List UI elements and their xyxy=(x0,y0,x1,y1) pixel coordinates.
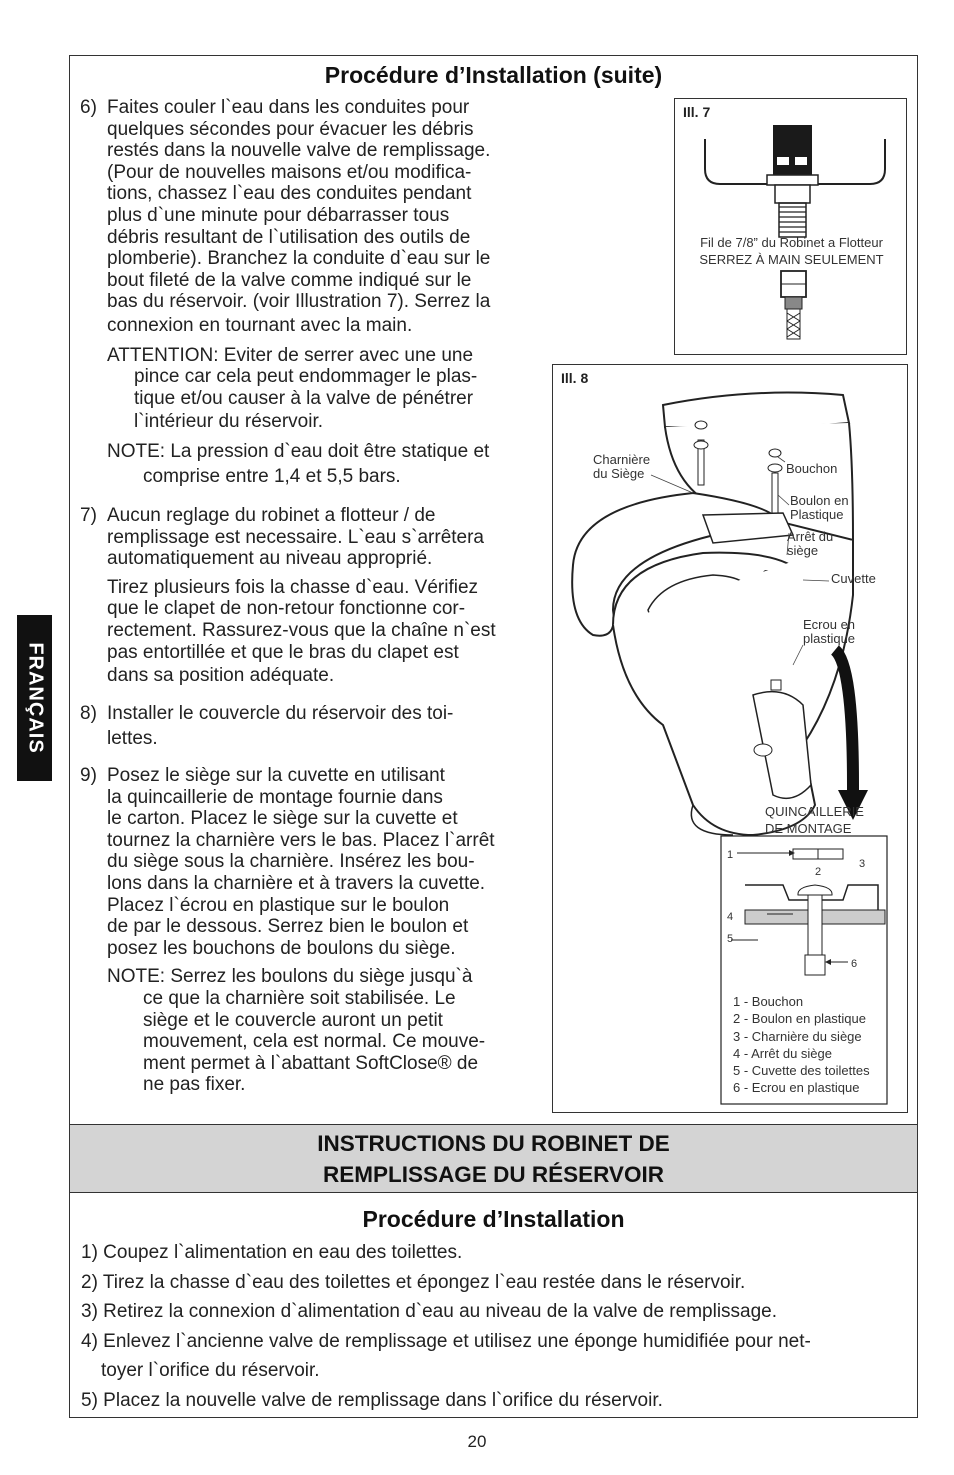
text-line: Placez l`écrou en plastique sur le boulon xyxy=(107,894,450,916)
step-7-para2 xyxy=(107,577,557,687)
callout-line: du Siège xyxy=(593,466,645,481)
text-line: Installer le couvercle du réservoir des toi- xyxy=(107,703,454,724)
callout-line: Arrêt du xyxy=(787,529,834,544)
callout-charniere xyxy=(593,453,650,481)
callout-cuvette: Cuvette xyxy=(831,571,876,586)
step-number: 8) xyxy=(80,703,97,724)
install-step: 4) Enlevez l`ancienne valve de remplissage et utilisez une éponge humidifiée pour net- xyxy=(81,1330,811,1352)
install-step: 5) Placez la nouvelle valve de remplissage dans l`orifice du réservoir. xyxy=(81,1389,663,1411)
text-line: Faites couler l`eau dans les conduites pour xyxy=(107,97,470,118)
text-line: Aucun reglage du robinet a flotteur / de xyxy=(107,505,436,526)
text-line: plomberie). Branchez la conduite d`eau sur le xyxy=(107,248,491,270)
text-line: dans sa position adéquate. xyxy=(107,665,335,687)
text-line: Tirez plusieurs fois la chasse d`eau. Vérifiez xyxy=(107,576,479,598)
language-tab-label: FRANÇAIS xyxy=(24,642,46,754)
text-line: comprise entre 1,4 et 5,5 bars. xyxy=(143,465,401,487)
legend-item: 5 - Cuvette des toilettes xyxy=(733,1063,870,1079)
text-line: tournez la charnière vers le bas. Placez l`arrêt xyxy=(107,829,495,851)
page-number: 20 xyxy=(467,1432,487,1451)
banner-line: REMPLISSAGE DU RÉSERVOIR xyxy=(323,1162,664,1187)
callout-ecrou xyxy=(803,618,855,646)
text-line: ce que la charnière soit stabilisée. Le xyxy=(143,987,456,1009)
hardware-title xyxy=(765,803,864,837)
step-7-text xyxy=(107,505,557,687)
text-line: quelques sécondes pour évacuer les débris xyxy=(107,118,474,140)
illustration-8 xyxy=(552,364,908,1113)
text-line: restés dans la nouvelle valve de remplissage. xyxy=(107,140,491,162)
text-line: que le clapet de non-retour fonctionne cor- xyxy=(107,598,466,620)
text-line: automatiquement au niveau approprié. xyxy=(107,548,433,570)
installation-steps xyxy=(81,1238,911,1415)
section-title-installation: Procédure d’Installation xyxy=(362,1206,625,1232)
text-line: pince car cela peut endommager le plas- xyxy=(134,366,478,388)
hardware-title-line: DE MONTAGE xyxy=(765,821,852,836)
text-line: Posez le siège sur la cuvette en utilisant xyxy=(107,765,445,786)
callout-line: Boulon en xyxy=(790,493,849,508)
text-line: connexion en tournant avec la main. xyxy=(107,314,413,336)
install-step: 1) Coupez l`alimentation en eau des toilettes. xyxy=(81,1242,463,1263)
text-line: tique et/ou causer à la valve de pénétrer xyxy=(134,387,474,409)
text-line: NOTE: La pression d`eau doit être statique et xyxy=(107,440,490,462)
step-number: 6) xyxy=(80,97,97,118)
text-line: siège et le couvercle auront un petit xyxy=(143,1009,443,1031)
callout-bouchon: Bouchon xyxy=(786,461,838,476)
content-frame xyxy=(69,55,918,1418)
hardware-number-4: 4 xyxy=(727,911,734,923)
callout-line: Charnière xyxy=(593,452,651,467)
callout-line: plastique xyxy=(803,631,856,646)
text-line: plus d`une minute pour débarrasser tous xyxy=(107,204,450,226)
callout-boulon xyxy=(790,494,849,522)
text-line: ne pas fixer. xyxy=(143,1074,246,1096)
text-line: du siège sous la charnière. Insérez les bou- xyxy=(107,851,475,873)
hardware-number-5: 5 xyxy=(727,933,734,945)
step-9-text xyxy=(107,765,557,1096)
hardware-legend xyxy=(733,993,870,1097)
text-line: lons dans la charnière et à travers la cuvette. xyxy=(107,872,486,894)
text-line: tions, chassez l`eau des conduites pendant xyxy=(107,183,472,205)
hardware-number-6: 6 xyxy=(851,958,858,970)
pressure-note xyxy=(107,441,557,487)
text-line: le carton. Placez le siège sur la cuvette et xyxy=(107,808,458,830)
illustration-7 xyxy=(674,98,907,355)
install-step: toyer l`orifice du réservoir. xyxy=(101,1360,320,1381)
text-line: NOTE: Serrez les boulons du siège jusqu`à xyxy=(107,966,473,988)
text-line: bas du réservoir. (voir Illustration 7). Serrez la xyxy=(107,291,491,313)
hardware-number-2: 2 xyxy=(815,866,822,878)
illustration-7-caption-2: SERREZ À MAIN SEULEMENT xyxy=(699,252,884,267)
hardware-title-line: QUINCAILLERIE xyxy=(765,804,864,819)
illustration-7-label: Ill. 7 xyxy=(683,104,711,120)
text-line: bout fileté de la valve comme indiqué sur le xyxy=(107,269,472,291)
text-line: lettes. xyxy=(107,727,158,749)
legend-item: 3 - Charnière du siège xyxy=(733,1028,862,1044)
step-6-text xyxy=(107,97,557,487)
hardware-number-1: 1 xyxy=(727,849,734,861)
language-tab xyxy=(17,615,52,781)
text-line: (Pour de nouvelles maisons et/ou modifica- xyxy=(107,161,472,183)
callout-arret xyxy=(787,530,833,558)
install-step: 3) Retirez la connexion d`alimentation d`eau au niveau de la valve de remplissage. xyxy=(81,1301,778,1322)
seat-note xyxy=(107,966,557,1096)
callout-line: Ecrou en xyxy=(803,617,856,632)
fill-valve-connection-drawing xyxy=(675,99,908,356)
text-line: la quincaillerie de montage fournie dans xyxy=(107,786,443,808)
banner-line: INSTRUCTIONS DU ROBINET DE xyxy=(317,1131,670,1156)
text-line: l`intérieur du réservoir. xyxy=(134,411,324,433)
text-line: de par le dessous. Serrez bien le boulon et xyxy=(107,916,469,938)
illustration-7-caption-1: Fil de 7/8” du Robinet a Flotteur xyxy=(700,235,883,250)
section-title-suite: Procédure d’Installation (suite) xyxy=(324,62,663,88)
step-number: 9) xyxy=(80,765,97,786)
step-number: 7) xyxy=(80,505,97,526)
text-line: débris resultant de l`utilisation des outils de xyxy=(107,226,471,248)
text-line: ATTENTION: Eviter de serrer avec une une xyxy=(107,344,474,366)
install-step: 2) Tirez la chasse d`eau des toilettes et épongez l`eau restée dans le réservoir. xyxy=(81,1271,746,1293)
text-line: mouvement, cela est normal. Ce mouve- xyxy=(143,1031,486,1053)
legend-item: 4 - Arrêt du siège xyxy=(733,1045,832,1061)
attention-note xyxy=(107,345,557,433)
text-line: ment permet à l`abattant SoftClose® de xyxy=(143,1052,479,1074)
text-line: posez les bouchons de boulons du siège. xyxy=(107,937,456,959)
text-line: pas entortillée et que le bras du clapet est xyxy=(107,641,459,663)
legend-item: 2 - Boulon en plastique xyxy=(733,1011,866,1027)
section-banner xyxy=(70,1124,917,1193)
legend-item: 1 - Bouchon xyxy=(733,994,804,1009)
legend-item: 6 - Ecrou en plastique xyxy=(733,1080,860,1096)
illustration-8-label: Ill. 8 xyxy=(561,370,589,386)
callout-line: Plastique xyxy=(790,507,844,522)
text-line: remplissage est necessaire. L`eau s`arrêtera xyxy=(107,526,485,548)
step-8-text xyxy=(107,703,557,749)
text-line: rectement. Rassurez-vous que la chaîne n`est xyxy=(107,619,496,641)
callout-line: siège xyxy=(787,543,819,558)
hardware-number-3: 3 xyxy=(859,858,866,870)
